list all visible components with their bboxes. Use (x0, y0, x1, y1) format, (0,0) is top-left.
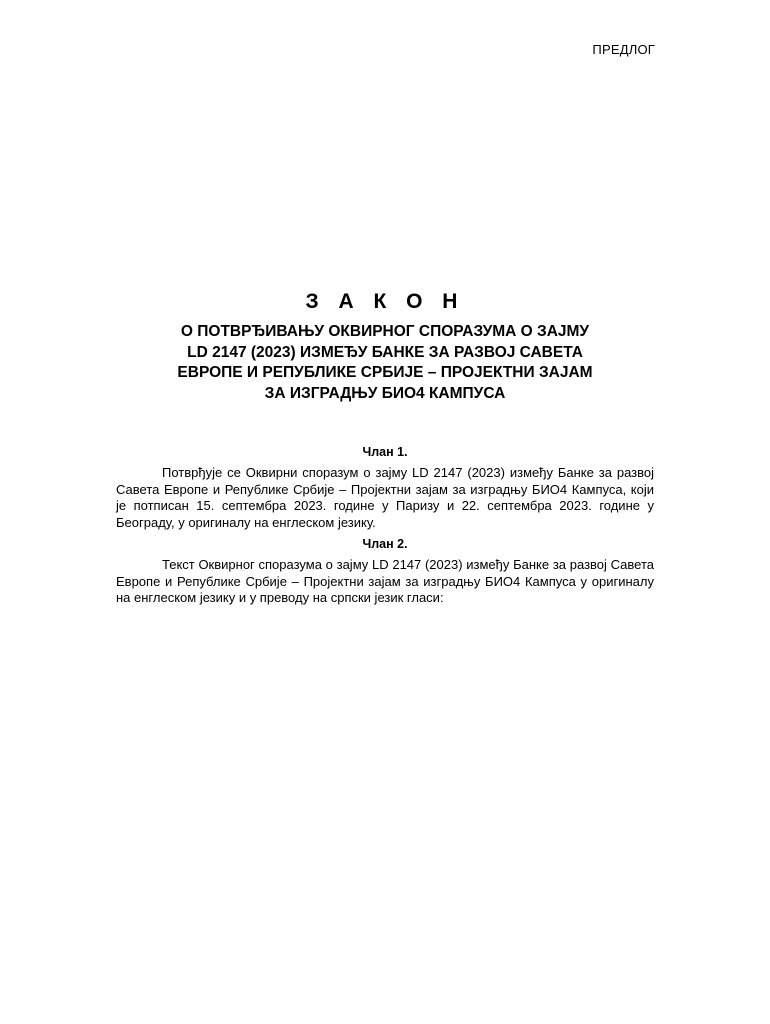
article-2-heading: Члан 2. (362, 537, 408, 551)
article-2-text: Текст Оквирног споразума о зајму LD 2147 (2023) између Банке за развој Савета Европе и Републике Србије – Пројектни зајам за изградњу БИО4 Кампуса у оригиналу на енглеском језику и у преводу на српски језик гласи: (116, 557, 654, 606)
law-subtitle: О ПОТВРЂИВАЊУ ОКВИРНОГ СПОРАЗУМА О ЗАЈМУ LD 2147 (2023) ИЗМЕЂУ БАНКЕ ЗА РАЗВОЈ САВЕТА ЕВРОПЕ И РЕПУБЛИКЕ СРБИЈЕ – ПРОЈЕКТНИ ЗАЈАМ ЗА ИЗГРАДЊУ БИО4 КАМПУСА (177, 323, 593, 402)
law-title: З А К О Н (305, 290, 465, 313)
proposal-label: ПРЕДЛОГ (592, 42, 655, 57)
article-1-heading: Члан 1. (362, 445, 408, 459)
article-1-text: Потврђује се Оквирни споразум о зајму LD 2147 (2023) између Банке за развој Савета Европе и Републике Србије – Пројектни зајам за изградњу БИО4 Кампуса, који је потписан 15. септембра 2023. године у Паризу и 22. септембра 2023. године у Београду, у оригиналу на енглеском језику. (116, 465, 654, 530)
